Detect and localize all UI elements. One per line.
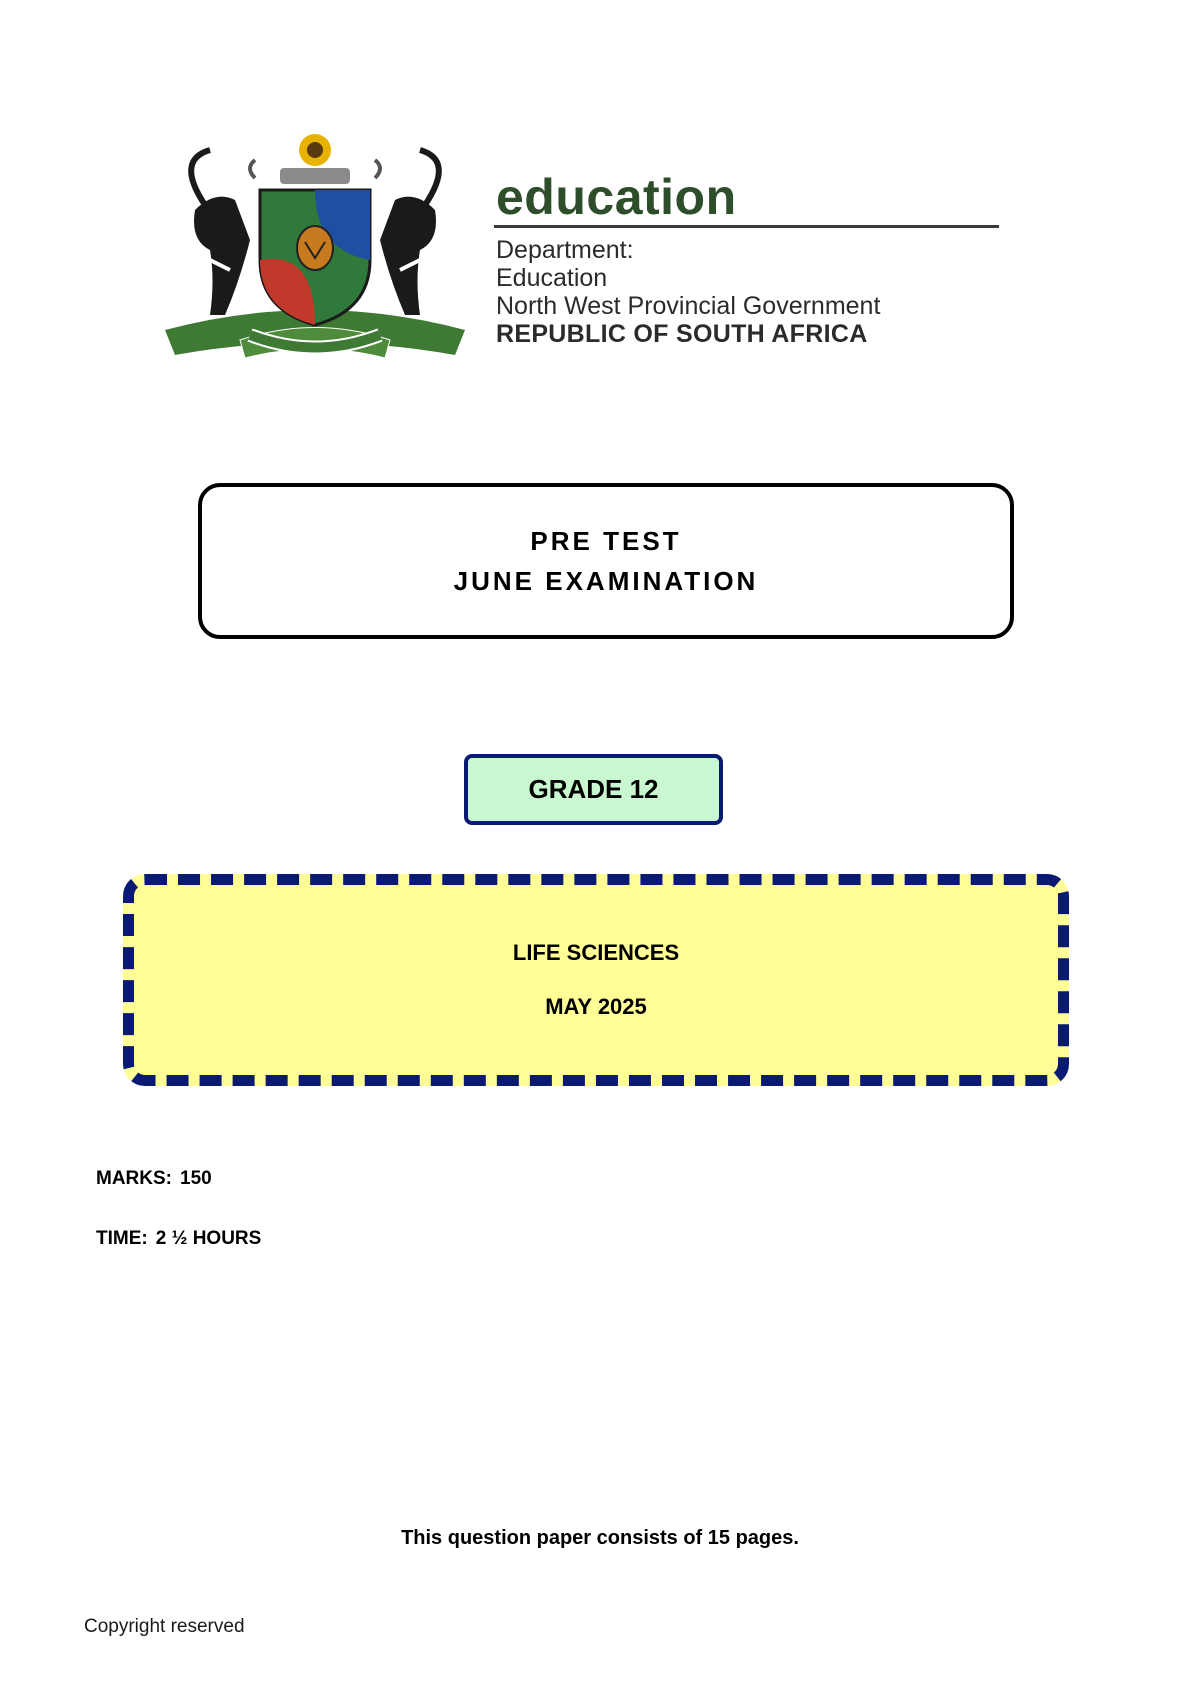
marks-label: MARKS: [96,1168,172,1189]
department-name: Education [496,264,608,292]
marks-line [96,1168,212,1190]
exam-date: MAY 2025 [545,994,647,1019]
country-name: REPUBLIC OF SOUTH AFRICA [496,320,868,348]
time-label: TIME: [96,1228,148,1249]
subject-name: LIFE SCIENCES [512,940,680,965]
time-value: 2 ½ HOURS [155,1228,262,1249]
coat-of-arms-logo [155,130,475,375]
exam-type: PRE TEST [530,526,682,556]
department-label: Department: [496,236,634,264]
exam-title-box [198,483,1014,639]
grade-label: GRADE 12 [528,774,659,804]
copyright-notice: Copyright reserved [84,1616,245,1637]
grade-box [464,754,723,825]
page-count-note: This question paper consists of 15 pages. [401,1527,799,1549]
department-heading [494,170,1004,348]
education-wordmark: education [496,169,737,225]
heading-divider [494,225,999,228]
subject-box [123,874,1069,1086]
marks-value: 150 [180,1168,212,1189]
provincial-government: North West Provincial Government [496,292,881,320]
exam-name: JUNE EXAMINATION [453,566,759,596]
time-line [96,1228,261,1250]
